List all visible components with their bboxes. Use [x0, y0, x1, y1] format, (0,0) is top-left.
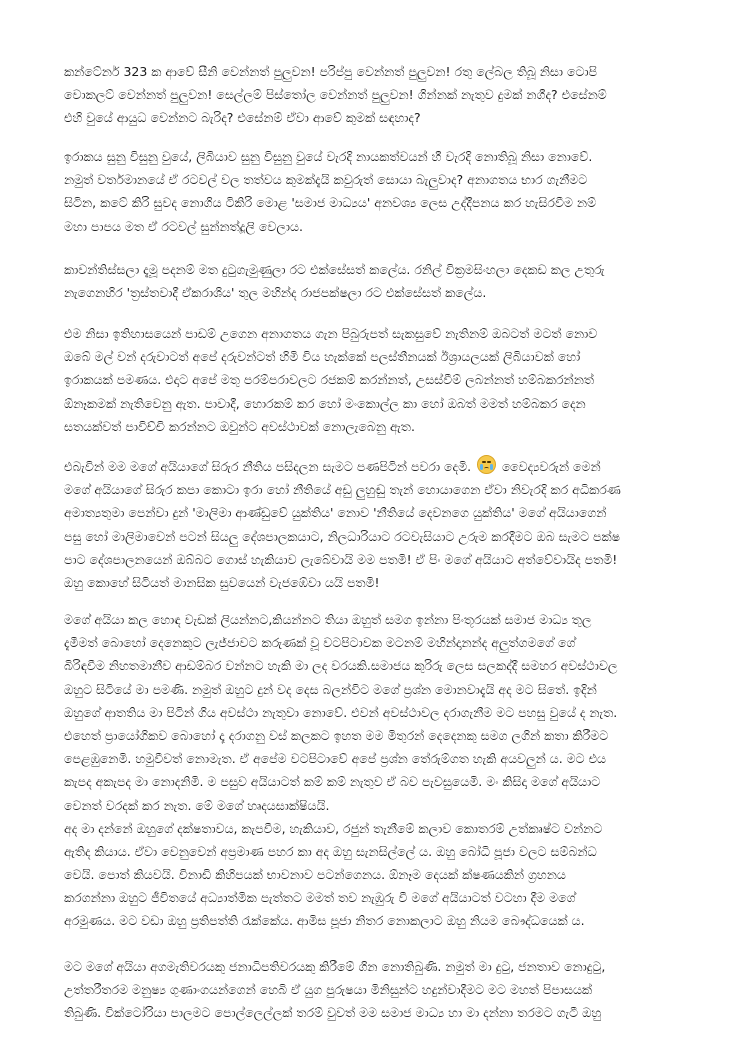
text-line: පෙළඹුනෙමි. හමුවීවත් නොමැත. ඒ අපේම වටපිටාවේ අපේ ප්‍රශ්න තේරුම්ගත හැකි අයවලුන් ය. මට එය: [64, 751, 607, 767]
text-line: දැමීමත් බොහෝ දෙනෙකුට ලැජ්ජාවට කරුණක් වූ වටපිටාවක මටනම් මහින්දානන්ද අලුත්ගමගේ ගේ: [64, 635, 576, 651]
text-line: නැගෙනහිර 'ත්‍රස්තවාදී ඒකරාශිය' තුල මහින්ද රාජපක්ෂලා රට එක්සේසත් කලේය.: [64, 285, 487, 301]
text-line: ඔහු කොහේ සිටියත් මානසික සුවයෙන් වැජඹේවා යයි පතමි!: [64, 574, 380, 590]
text-line: අමාත්‍යතුමා පෙන්වා දුන් 'මාලිමා ආණ්ඩුවේ යුක්තිය' නොව 'නීතියේ දෙවනගෙ යුක්තිය' මගේ අයියාගෙන්: [64, 505, 607, 521]
text-segment: [64, 459, 601, 474]
text-line-with-emoji: [64, 455, 704, 478]
text-line: නමුත් වර්තමානයේ ඒ රටවල් වල තත්වය කුමක්දැයි කවුරුත් සොයා බැලුවාද? අනාගතය භාර ගැනීමට: [64, 172, 588, 188]
paragraph-1: [64, 60, 704, 130]
text-line: වෙයි. පොත් කියවයි. විනාඩි කිහිපයක් භාවනාව පටන්ගෙනය. ඕනෑම දෙයක් ක්ෂණයකින් ග්‍රහනය: [64, 867, 566, 883]
text-line: ඔබේ මල් වන් දරුවාටත් අපේ දරුවන්ටත් හිමි විය හැක්කේ පලස්තීනයක් ඊශ්‍රායලයක් ලිබියාවක් හෝ: [64, 349, 581, 365]
text-line: පාට දේශපාලනයෙන් ඔබ්බට ගොස් හැකියාව ලැබේවායි මම පතමි! ඒ පිං මගේ අයියාට අත්වේවායිද පතමි!: [64, 551, 618, 567]
text-line: අරමුණය. මට වඩා ඔහු ප්‍රතිපත්ති රැක්කේය. ආමිස පූජා නිතර නොකලාට ඔහු නියම බෞද්ධයෙක් ය.: [64, 913, 585, 929]
paragraph-7: [64, 955, 704, 1025]
text-line: කන්ටේනර් 323 ක ආවේ සීනි වෙන්නත් පුලුවන! පරිප්පු වෙන්නත් පුලුවන! රතු ලේබල තිබූ නිසා ටොපි: [64, 64, 598, 79]
text-line: වෙනත් වරදක් කර නැත. මේ මගේ හෘදයසාක්ෂියයි.: [64, 797, 330, 813]
paragraph-2: [64, 145, 704, 238]
text-line: ඉරාකයක් පමණය. එදාට අපේ මතු පරම්පරාවලට රජකම් කරන්නත්, උසස්වීම් ලබන්නත් හම්බකරන්නත්: [64, 372, 595, 388]
text-segment-before: එබැවින් මම මගේ අයියාගේ සිරුර නීතිය පසිදලන සැමට පණපිටින් පවරා දෙමි.: [64, 459, 476, 474]
text-line: කරගන්නා ඔහුට ජීවිතයේ අධ්‍යාත්මික පැත්තට මමත් තව නැඹුරු වී මගේ අයියාටත් වටහා දීම මගේ: [64, 890, 576, 906]
text-line: ඔහුගේ ආතතිය මා පිටින් ගිය අවස්ථා නැතුවා නොවේ. එවන් අවස්ථාවල දරාගැනීම මට පහසු වුයේ ද නැත.: [64, 704, 618, 720]
paragraph-5: [64, 455, 704, 594]
text-line: උත්තරීතරම මනුෂ්‍ය ගුණාංගයන්ගෙන් හෙබි ඒ යුග පුරුෂයා මිනිසුන්ට හදුන්වාදීමට මට මහත් පිපාසයක්: [64, 982, 593, 998]
text-line: ඔහුට සිටියේ මා පමණි. නමුත් ඔහුට දුන් වද දෙස බලන්විට මගේ ප්‍රශ්න මොනවාදැයි අද මට සිතේ. ඉදින්: [64, 681, 597, 697]
crying-face-icon: [477, 455, 496, 474]
text-line: ඇතිද කියාය. ඒවා වෙනුවෙන් අප්‍රමාණ පහර කා අද ඔහු සැනසිල්ලේ ය. ඔහු බෝධි පූජා වලට සම්බන්ධ: [64, 843, 597, 859]
text-line: මහා පාපය මත ඒ රටවල් සුන්නත්දූලි වෙලාය.: [64, 218, 303, 234]
text-line: මගේ අයියා කල හොඳ වැඩක් ලියන්නට,කියන්නට තියා ඔහුත් සමග ඉන්නා පිංතූරයක් සමාජ මාධ්‍ය තුල: [64, 612, 592, 627]
text-line: වොකලට් වෙන්නත් පුලුවන! සෙල්ලම් පිස්තෝල වෙන්නත් පුලුවන! ගින්නක් නැතුව දුමක් නගීද? එසේනම්: [64, 87, 607, 103]
text-line: තිබුණි. වික්ටෝරියා පාලමට පොල්ලෙල්ලක් තරම් වුවත් මම සමාජ මාධ්‍ය හා මා දන්නා තරමට ගැටී ඔහු: [64, 1005, 602, 1021]
text-line: මට මගේ අයියා අගමැතිවරයකු ජනාධිපතිවරයකු කිරීමේ ගින නොතිබුණි. නමුත් මා දුටු, ජනතාව නොදුටු,: [64, 959, 606, 974]
paragraph-6: [64, 608, 704, 933]
text-line: අද මා දන්නේ ඔහුගේ දක්ෂතාවය, කැපවීම, හැකියාව, රජුන් තැනීමේ කලාව කොතරම් උත්කෘෂ්ට වන්නට: [64, 820, 603, 836]
text-line: පසු හෝ මාලිමාවෙන් පටන් සියලු දේශපාලකයාට, නිලධාරියාට රටවැසියාට උරුම කරදීමට ඔබ සැමට පක්ෂ: [64, 528, 621, 544]
text-line: එම නිසා ඉතිහාසයෙන් පාඩම් උගෙන අනාගතය ගැන පිබුරුපත් සැකසුවේ නැතිනම් ඔබටත් මටත් නොව: [64, 326, 598, 341]
text-line: මගේ අයියාගේ සිරුර කපා කොටා ඉරා හෝ නීතියේ අඩු ලුහුඬු තැන් හොයාගෙන ඒවා නිවැරදි කර අධිකරණ: [64, 482, 621, 498]
text-segment-after: වෛද්‍යවරුන් මෙන්: [498, 459, 601, 474]
text-line: ඕනෑකමක් නැතිවෙනු ඇත. පාවාදී, හොරකම් කර හෝ මංකොල්ල කා හෝ ඔබත් මමත් හම්බකර දෙන: [64, 395, 586, 411]
text-line: කාවන්තිස්සලා දැමූ පදනම් මත දුටුගැමුණුලා රට එක්සේසත් කලේය. රනිල් වික්‍රමසිංහලා දෙකඩ කල උතුරු: [64, 262, 605, 277]
paragraph-3: [64, 258, 704, 304]
paragraph-4: [64, 322, 704, 438]
text-line: බිරිඳවීම නිහතමානීව ආඩම්බර වන්නට හැකි මා ලද වරයකි.සමාජය කුරිරු ලෙස සලකද්දී සමහර අවස්ථාවල: [64, 658, 618, 674]
text-line: සිටින, කටේ කිරි සුවද නොගිය ටිකිරි මොළ 'සමාජ මාධ්‍යය' අනවශ්‍ය ලෙස උද්දීපනය කර හැසිරවීම නම්: [64, 195, 597, 211]
text-line: සතයක්වත් පාවිච්චි කරන්නට ඔවුන්ට අවස්ථාවක් නොලැබෙනු ඇත.: [64, 418, 415, 434]
text-line: ඉරාකය සුනු විසුනු වුයේ, ලිබියාව සුනු විසුනු වුයේ වැරදි නායකත්වයන් හී වැරදි නොතිබූ නිසා නොවේ.: [64, 149, 593, 164]
text-line: කැපද අකැපද මා නොදනිමි. ම පසුව අයියාටත් කම් කම් නැතුව ඒ බව පැවසුයෙමි. මං කිසිදා මගේ අයියාට: [64, 774, 601, 790]
text-line: එහි වුයේ ආයුධ වෙන්නට බැරිද? එසේනම් ඒවා ආවේ කුමක් සඳහාද?: [64, 110, 421, 126]
text-line: එහෙත් ප්‍රායෝගිකව බොහෝ දෑ දරාගනු වස් කලකට ඉහත මම මිතුරන් දෙදෙනකු සමග ලගින් කතා කිරීමට: [64, 727, 609, 743]
